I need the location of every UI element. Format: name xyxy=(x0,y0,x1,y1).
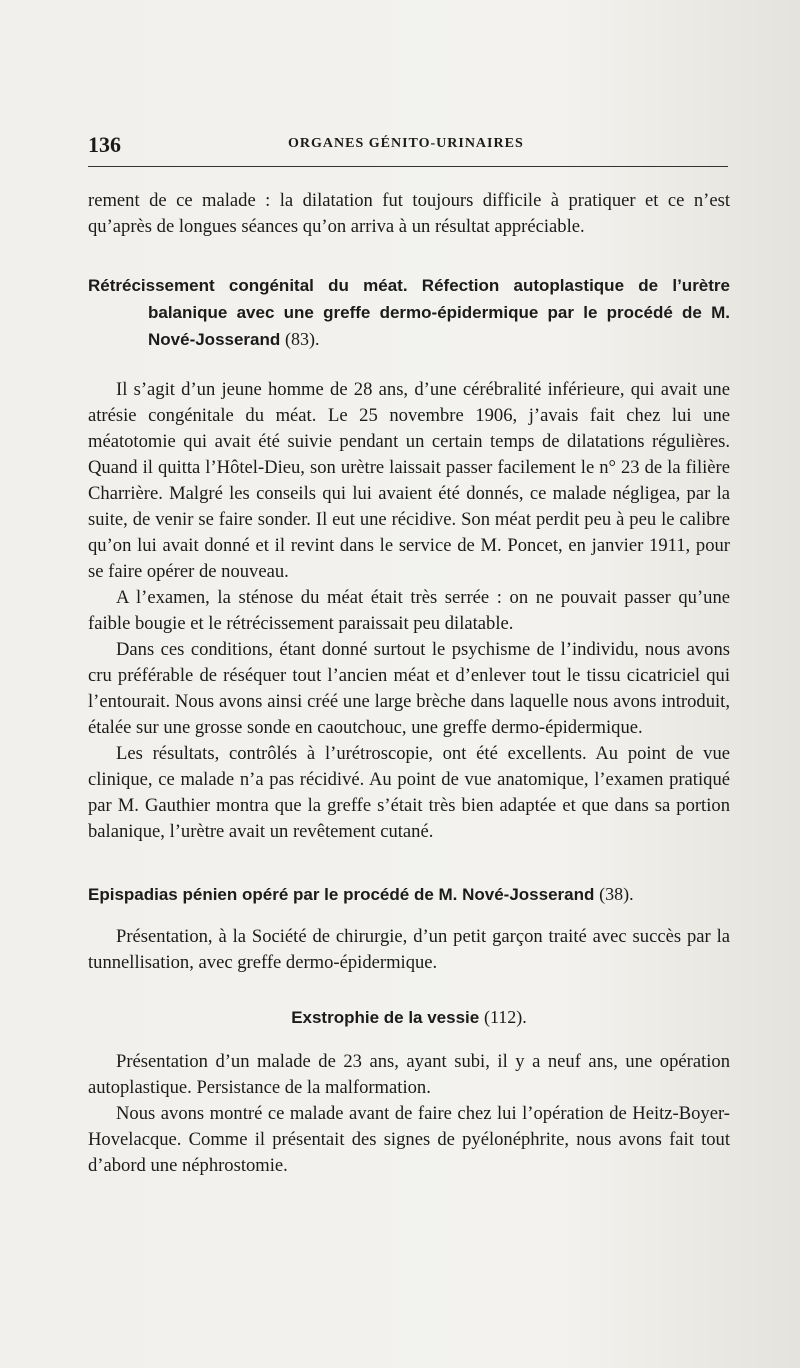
section-body-1 xyxy=(88,377,730,845)
page-header xyxy=(88,128,728,168)
paragraph: Présentation d’un malade de 23 ans, ayant subi, il y a neuf ans, une opération autoplastique. Persistance de la malformation. xyxy=(88,1051,730,1098)
running-title: ORGANES GÉNITO-URINAIRES xyxy=(288,136,524,151)
section-body-2 xyxy=(88,924,730,976)
paragraph: Les résultats, contrôlés à l’urétroscopie, ont été excellents. Au point de vue clinique, ce malade n’a pas récidivé. Au point de vue anatomique, l’examen pratiqué par M. Gauthier montra que la greffe s’était très bien adaptée et que dans sa portion balanique, l’urètre avait un revêtement cutané. xyxy=(88,743,730,842)
paragraph: Nous avons montré ce malade avant de faire chez lui l’opération de Heitz-Boyer-Hovelacque. Comme il présentait des signes de pyélonéphrite, nous avons fait tout d’abord une néphrostomie. xyxy=(88,1103,730,1176)
section-heading-1 xyxy=(88,272,730,353)
paragraph: Il s’agit d’un jeune homme de 28 ans, d’une cérébralité inférieure, qui avait une atrésie congénitale du méat. Le 25 novembre 1906, j’avais fait chez lui une méatotomie qui avait été suivie pendant un certain temps de dilatations régulières. Quand il quitta l’Hôtel-Dieu, son urètre laissait passer facilement le n° 23 de la filière Charrière. Malgré les conseils qui lui avaient été donnés, ce malade négligea, par la suite, de venir se faire sonder. Il eut une récidive. Son méat perdit peu à peu le calibre qu’on lui avait donné et il revint dans le service de M. Poncet, en janvier 1911, pour se faire opérer de nouveau. xyxy=(88,379,730,582)
paragraph: Dans ces conditions, étant donné surtout le psychisme de l’individu, nous avons cru préférable de réséquer tout l’ancien méat et d’enlever tout le tissu cicatriciel qui l’entourait. Nous avons ainsi créé une large brèche dans laquelle nous avons introduit, étalée sur une grosse sonde en caoutchouc, une greffe dermo-épidermique. xyxy=(88,639,730,738)
paragraph: Présentation, à la Société de chirurgie, d’un petit garçon traité avec succès par la tunnellisation, avec greffe dermo-épidermique. xyxy=(88,926,730,973)
section-title-2: Epispadias pénien opéré par le procédé de M. Nové-Josserand xyxy=(88,885,595,904)
section-title-1: Rétrécissement congénital du méat. Réfection autoplastique de l’urètre balanique avec une greffe dermo-épidermique par le procédé de M. Nové-Josserand xyxy=(88,276,730,349)
section-ref-3: (112). xyxy=(483,1007,527,1027)
continuation-paragraph: rement de ce malade : la dilatation fut toujours difficile à pratiquer et ce n’est qu’après de longues séances qu’on arriva à un résultat appréciable. xyxy=(88,190,730,237)
section-heading-2 xyxy=(88,881,730,908)
header-rule xyxy=(88,166,728,167)
section-title-3: Exstrophie de la vessie xyxy=(291,1008,480,1027)
page-number: 136 xyxy=(88,132,121,157)
section-ref-1: (83). xyxy=(285,329,320,349)
section-body-3 xyxy=(88,1049,730,1179)
section-heading-3 xyxy=(88,1004,730,1031)
page-body xyxy=(88,188,730,1179)
section-ref-2: (38). xyxy=(599,884,634,904)
paragraph: A l’examen, la sténose du méat était très serrée : on ne pouvait passer qu’une faible bougie et le rétrécissement paraissait peu dilatable. xyxy=(88,587,730,634)
